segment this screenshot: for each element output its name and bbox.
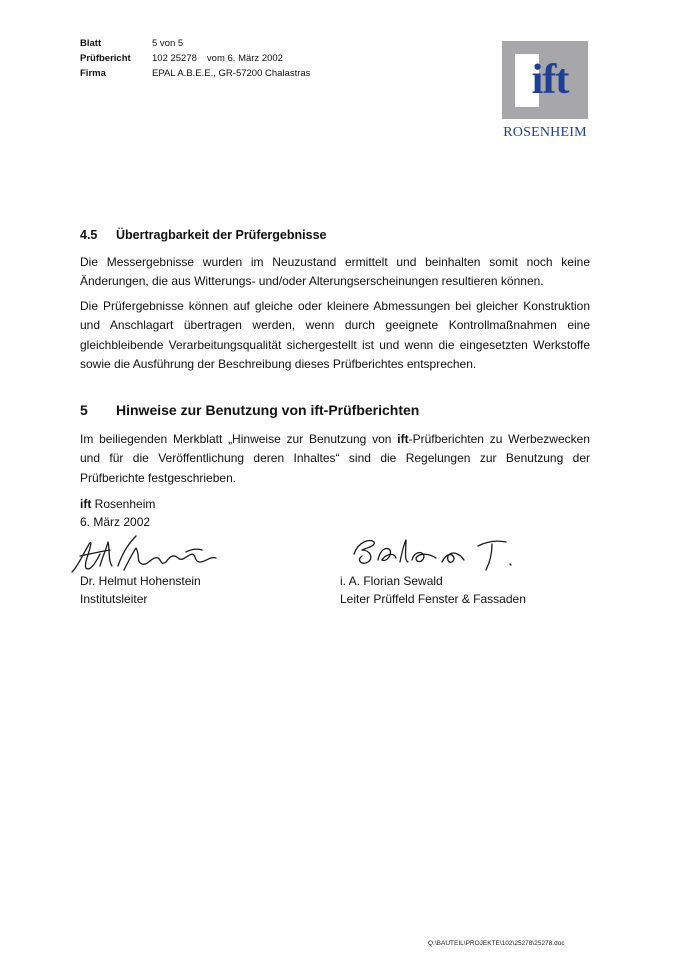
report-header-meta: [80, 36, 310, 81]
section-4-5-paragraph-1: Die Messergebnisse wurden im Neuzustand ermittelt und beinhalten somit noch keine Änderungen, die aus Witterungs- und/oder Alterungserscheinungen resultieren können.: [80, 255, 590, 289]
pruefbericht-label: Prüfbericht: [80, 53, 131, 64]
meta-row-firma: [80, 66, 310, 81]
pruefbericht-number: 102 25278: [152, 53, 197, 64]
section-number: 4.5: [80, 228, 98, 242]
logo-city: ROSENHEIM: [503, 125, 587, 140]
meta-row-pruefbericht: [80, 51, 310, 66]
paragraph-bold-ift: ift: [397, 432, 409, 446]
pruefbericht-value: [152, 51, 283, 66]
closing-org: [80, 495, 155, 513]
paragraph-text-end: -Prüfberichten zu Werbezwecken und für die Veröffentlichung deren Inhaltes“ sind die Regelungen zur Benutzung der Prüfberichte festgeschrieben.: [80, 432, 590, 485]
signer-left-role: Institutsleiter: [80, 592, 148, 606]
closing-org-bold: ift: [80, 497, 92, 511]
firma-label: Firma: [80, 68, 106, 79]
section-5-paragraph: [80, 430, 590, 488]
blatt-label: Blatt: [80, 38, 102, 49]
meta-row-blatt: [80, 36, 310, 51]
section-number: 5: [80, 402, 88, 418]
blatt-value: 5 von 5: [152, 38, 184, 49]
section-5-heading: [80, 402, 419, 418]
section-4-5-heading: [80, 228, 327, 242]
signer-left: [80, 572, 201, 608]
closing-place-date: [80, 495, 155, 531]
closing-org-rest: Rosenheim: [91, 497, 156, 511]
signer-right-role: Leiter Prüffeld Fenster & Fassaden: [340, 592, 526, 606]
section-title: Übertragbarkeit der Prüfergebnisse: [116, 228, 327, 242]
logo-mark: ift: [531, 57, 569, 103]
signer-right-name: i. A. Florian Sewald: [340, 574, 443, 588]
closing-date: 6. März 2002: [80, 515, 151, 529]
footer-file-path: Q:\BAUTEIL\PROJEKTE\102\25278\25278.doc: [428, 940, 565, 947]
ift-rosenheim-logo: [502, 41, 588, 143]
pruefbericht-date: vom 6. März 2002: [206, 53, 283, 64]
firma-value: EPAL A.B.E.E., GR-57200 Chalastras: [152, 68, 311, 79]
signer-right: [340, 572, 526, 608]
paragraph-text-start: Im beiliegenden Merkblatt „Hinweise zur Benutzung von: [80, 432, 398, 446]
section-4-5-paragraph-2: Die Prüfergebnisse können auf gleiche oder kleinere Abmessungen bei gleicher Konstruktion und Anschlagart übertragen werden, wenn durch geeignete Kontrollmaßnahmen eine gleichbleibende Verarbeitungsqualität sichergestellt ist und wenn die eingesetzten Werkstoffe sowie die Ausführung der Beschreibung dieses Prüfberichtes entsprechen.: [80, 299, 590, 371]
signature-right: [350, 532, 520, 576]
signer-left-name: Dr. Helmut Hohenstein: [80, 574, 201, 588]
section-title: Hinweise zur Benutzung von ift-Prüfberichten: [116, 402, 420, 418]
